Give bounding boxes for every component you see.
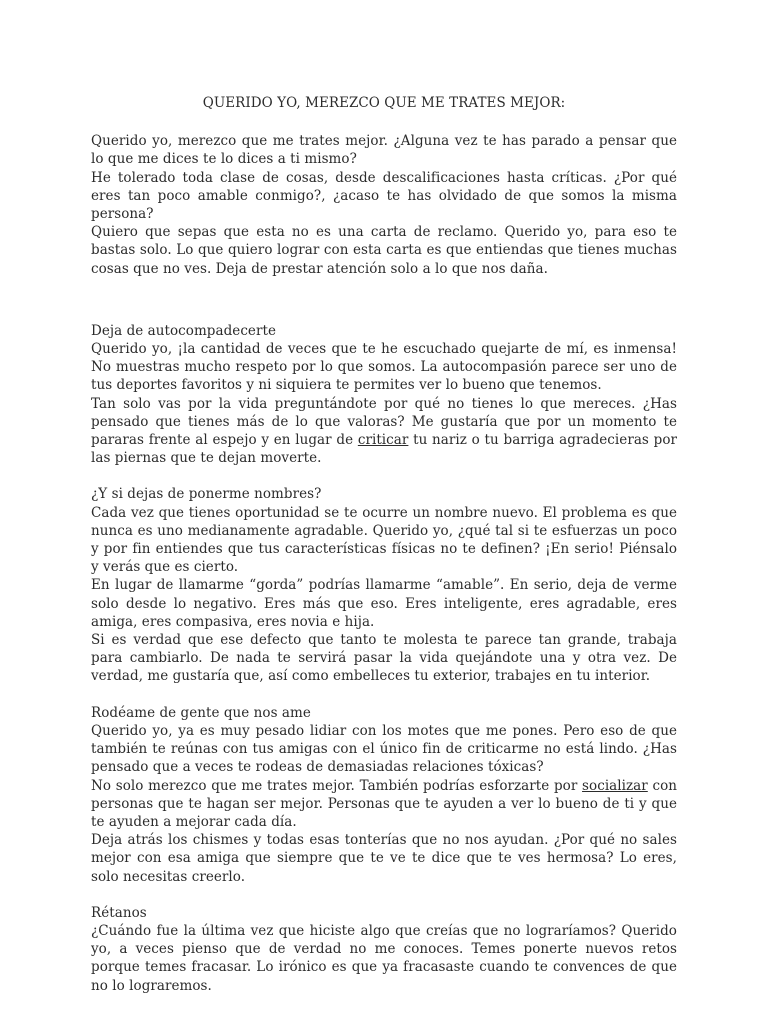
section-paragraph: Deja atrás los chismes y todas esas tonterías que no nos ayudan. ¿Por qué no sales mejor con esa amiga que siempre que te ve te dice que te ves hermosa? Lo eres, solo necesitas creerlo. (91, 832, 677, 885)
section-paragraph: ¿Cuándo fue la última vez que hiciste algo que creías que no lograríamos? Querido yo, a veces pienso que de verdad no me conoces. Temes ponerte nuevos retos porque temes fracasar. Lo irónico es que ya fracasaste cuando te convences de que no lo lograremos. (91, 922, 677, 994)
section-heading: Rétanos (91, 904, 147, 921)
section-heading: Rodéame de gente que nos ame (91, 704, 311, 721)
intro-paragraph: Querido yo, merezco que me trates mejor. ¿Alguna vez te has parado a pensar que lo que me dices te lo dices a ti mismo? (91, 133, 677, 168)
section-paragraph: Querido yo, ¡la cantidad de veces que te he escuchado quejarte de mí, es inmensa! No muestras mucho respeto por lo que somos. La autocompasión parece ser uno de tus deportes favoritos y ni siquiera te permites ver lo bueno que tenemos. (91, 341, 677, 394)
intro-section (91, 132, 677, 278)
section-heading: Deja de autocompadecerte (91, 322, 276, 339)
section-paragraph: No solo merezco que me trates mejor. También podrías esforzarte por socializar con personas que te hagan ser mejor. Personas que te ayuden a ver lo bueno de ti y que te ayuden a mejorar cada día. (91, 777, 678, 830)
section-paragraph: Tan solo vas por la vida preguntándote por qué no tienes lo que mereces. ¿Has pensado que tienes más de lo que valoras? Me gustaría que por un momento te pararas frente al espejo y en lugar de criticar tu nariz o tu barriga agradecieras por las piernas que te dejan moverte. (91, 395, 677, 467)
criticar-link[interactable]: criticar (357, 432, 409, 449)
intro-paragraph: Quiero que sepas que esta no es una carta de reclamo. Querido yo, para eso te bastas solo. Lo que quiero lograr con esta carta es que entiendas que tienes muchas cosas que no ves. Deja de prestar atención solo a lo que nos daña. (91, 224, 677, 277)
section-paragraph: Cada vez que tienes oportunidad se te ocurre un nombre nuevo. El problema es que nunca es uno medianamente agradable. Querido yo, ¿qué tal si te esfuerzas un poco y por fin entiendes que tus características físicas no te definen? ¡En serio! Piénsalo y verás que es cierto. (91, 504, 677, 576)
section-autocompadecerte (91, 322, 677, 468)
section-paragraph: Querido yo, ya es muy pesado lidiar con los motes que me pones. Pero eso de que también te reúnas con tus amigas con el único fin de criticarme no está lindo. ¿Has pensado que a veces te rodeas de demasiadas relaciones tóxicas? (91, 722, 677, 776)
section-paragraph: En lugar de llamarme “gorda” podrías llamarme “amable”. En serio, deja de verme solo desde lo negativo. Eres más que eso. Eres inteligente, eres agradable, eres amiga, eres compasiva, eres novia e hija. (91, 577, 677, 630)
socializar-link[interactable]: socializar (582, 777, 648, 794)
section-heading: ¿Y si dejas de ponerme nombres? (91, 486, 322, 503)
section-paragraph: Si es verdad que ese defecto que tanto te molesta te parece tan grande, trabaja para cambiarlo. De nada te servirá pasar la vida quejándote una y otra vez. De verdad, me gustaría que, así como embelleces tu exterior, trabajes en tu interior. (91, 632, 677, 685)
section-rodeame (91, 704, 677, 886)
section-nombres (91, 485, 677, 685)
intro-paragraph: He tolerado toda clase de cosas, desde descalificaciones hasta críticas. ¿Por qué eres tan poco amable conmigo?, ¿acaso te has olvidado de que somos la misma persona? (91, 169, 677, 223)
section-retanos (91, 904, 677, 995)
document-title: QUERIDO YO, MEREZCO QUE ME TRATES MEJOR: (202, 95, 566, 111)
